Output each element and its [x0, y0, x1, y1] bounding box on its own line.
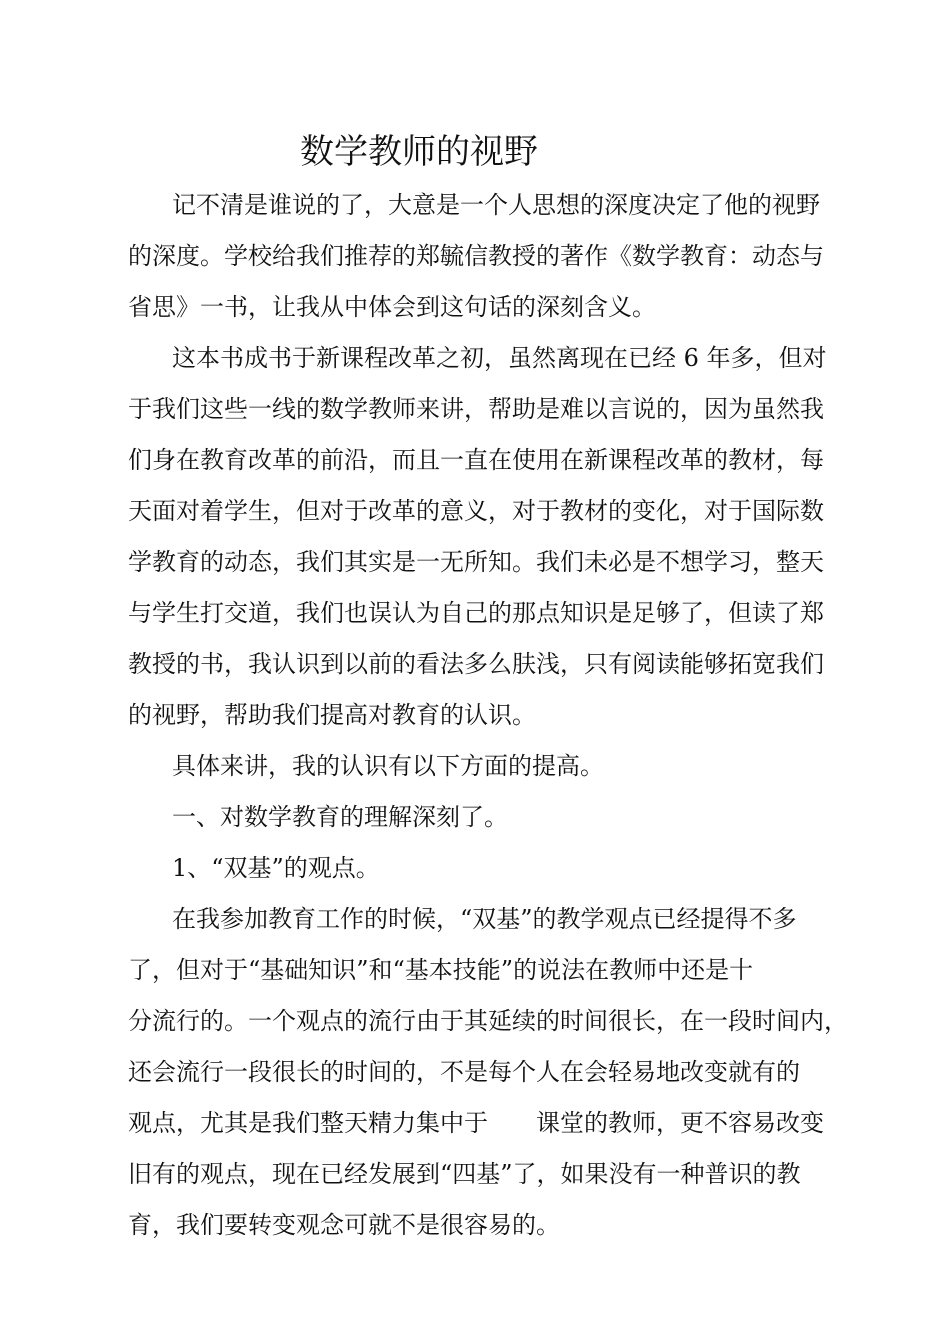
paragraph: [128, 180, 858, 333]
paragraph: [128, 741, 858, 792]
text-line: 学教育的动态，我们其实是一无所知。我们未必是不想学习，整天: [128, 548, 824, 576]
text-line: 的视野，帮助我们提高对教育的认识。: [128, 701, 536, 729]
text-line: 育，我们要转变观念可就不是很容易的。: [128, 1211, 560, 1239]
text-line: 们身在教育改革的前沿，而且一直在使用在新课程改革的教材，每: [128, 446, 824, 474]
text-line: 观点，尤其是我们整天精力集中于 课堂的教师，更不容易改变: [128, 1109, 824, 1137]
paragraph: [128, 333, 858, 741]
text-line: 了，但对于“基础知识”和“基本技能”的说法在教师中还是十: [128, 956, 754, 984]
text-line: 具体来讲，我的认识有以下方面的提高。: [172, 752, 604, 780]
text-line: 还会流行一段很长的时间的，不是每个人在会轻易地改变就有的: [128, 1058, 800, 1086]
text-line: 一、对数学教育的理解深刻了。: [172, 803, 508, 831]
text-line: 教授的书，我认识到以前的看法多么肤浅，只有阅读能够拓宽我们: [128, 650, 824, 678]
text-line: 这本书成书于新课程改革之初，虽然离现在已经 6 年多，但对: [172, 344, 827, 372]
text-line: 省思》一书，让我从中体会到这句话的深刻含义。: [128, 293, 656, 321]
text-line: 天面对着学生，但对于改革的意义，对于教材的变化，对于国际数: [128, 497, 824, 525]
text-line: 1、“双基”的观点。: [172, 854, 380, 882]
text-line: 在我参加教育工作的时候，“双基”的教学观点已经提得不多: [172, 905, 797, 933]
document-body: [128, 180, 858, 1251]
text-line: 分流行的。一个观点的流行由于其延续的时间很长，在一段时间内，: [128, 1007, 848, 1035]
text-line: 记不清是谁说的了，大意是一个人思想的深度决定了他的视野: [172, 191, 820, 219]
text-line: 旧有的观点，现在已经发展到“四基”了，如果没有一种普识的教: [128, 1160, 801, 1188]
paragraph: [128, 894, 858, 1251]
text-line: 于我们这些一线的数学教师来讲，帮助是难以言说的，因为虽然我: [128, 395, 824, 423]
section-heading: [128, 792, 858, 843]
document-title: 数学教师的视野: [300, 132, 538, 172]
subsection-heading: [128, 843, 858, 894]
text-line: 的深度。学校给我们推荐的郑毓信教授的著作《数学教育：动态与: [128, 242, 824, 270]
text-line: 与学生打交道，我们也误认为自己的那点知识是足够了，但读了郑: [128, 599, 824, 627]
